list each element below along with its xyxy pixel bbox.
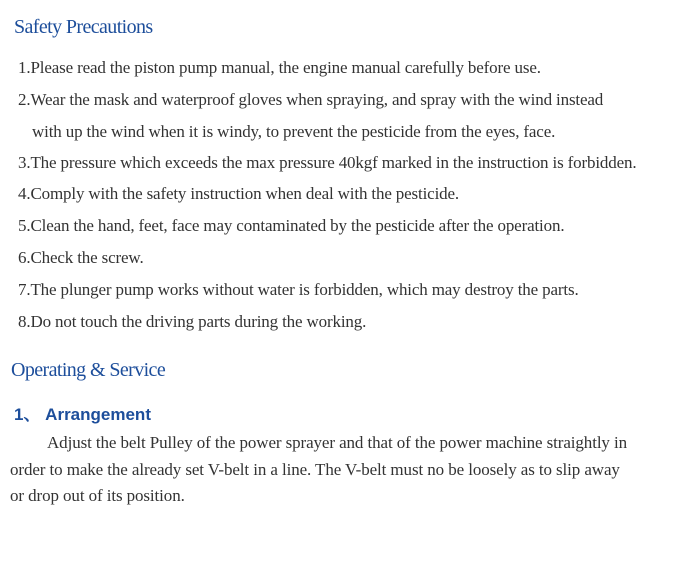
safety-item-7: 7.The plunger pump works without water is forbidden, which may destroy the parts.: [18, 280, 579, 299]
safety-item-3: 3.The pressure which exceeds the max pressure 40kgf marked in the instruction is forbidden.: [18, 153, 637, 172]
arrangement-line-3: or drop out of its position.: [10, 486, 185, 505]
arrangement-line-1: Adjust the belt Pulley of the power sprayer and that of the power machine straightly in: [47, 433, 628, 452]
safety-precautions-title: Safety Precautions: [14, 16, 153, 38]
operating-service-title: Operating & Service: [11, 359, 166, 381]
safety-item-4: 4.Comply with the safety instruction when deal with the pesticide.: [18, 184, 459, 203]
safety-item-6: 6.Check the screw.: [18, 248, 144, 267]
safety-item-5: 5.Clean the hand, feet, face may contaminated by the pesticide after the operation.: [18, 216, 565, 235]
safety-item-2: 2.Wear the mask and waterproof gloves when spraying, and spray with the wind instead: [18, 90, 604, 109]
safety-item-2-continued: with up the wind when it is windy, to prevent the pesticide from the eyes, face.: [32, 122, 556, 141]
safety-item-1: 1.Please read the piston pump manual, the engine manual carefully before use.: [18, 58, 541, 77]
arrangement-line-2: order to make the already set V-belt in a line. The V-belt must no be loosely as to slip away: [10, 460, 620, 479]
safety-item-8: 8.Do not touch the driving parts during the working.: [18, 312, 367, 331]
arrangement-heading: 1、 Arrangement: [14, 405, 151, 424]
